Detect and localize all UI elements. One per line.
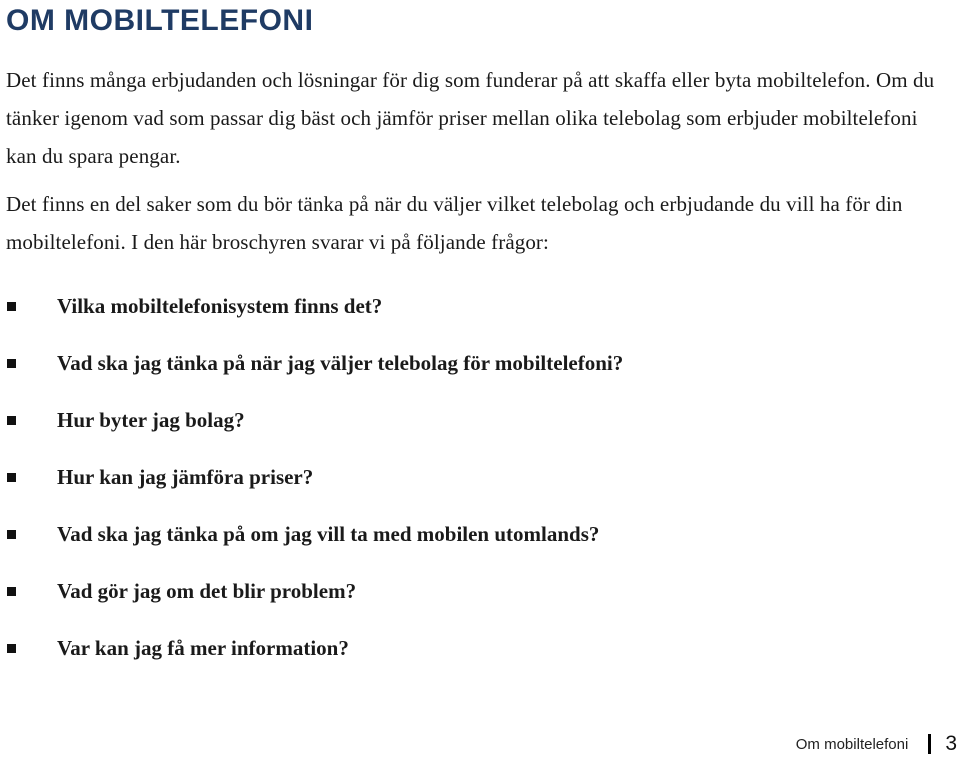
question-text: Hur byter jag bolag?	[57, 408, 245, 432]
square-bullet-icon	[7, 416, 16, 425]
footer-section-label: Om mobiltelefoni	[795, 735, 909, 753]
question-text: Vad ska jag tänka på när jag väljer telebolag för mobiltelefoni?	[57, 351, 624, 375]
document-page	[6, 0, 946, 677]
page-footer	[796, 730, 957, 758]
list-item	[6, 563, 946, 620]
question-text: Hur kan jag jämföra priser?	[57, 465, 314, 489]
question-text: Vilka mobiltelefonisystem finns det?	[57, 294, 383, 318]
list-item	[6, 449, 946, 506]
question-text: Var kan jag få mer information?	[57, 636, 349, 660]
question-list	[6, 278, 946, 677]
square-bullet-icon	[7, 587, 16, 596]
square-bullet-icon	[7, 302, 16, 311]
square-bullet-icon	[7, 473, 16, 482]
square-bullet-icon	[7, 644, 16, 653]
list-item	[6, 335, 946, 392]
list-item	[6, 278, 946, 335]
list-item	[6, 506, 946, 563]
square-bullet-icon	[7, 359, 16, 368]
page-title: OM MOBILTELEFONI	[6, 4, 314, 37]
list-item	[6, 392, 946, 449]
page-number: 3	[945, 732, 957, 755]
question-text: Vad gör jag om det blir problem?	[57, 579, 357, 603]
list-item	[6, 620, 946, 677]
square-bullet-icon	[7, 530, 16, 539]
footer-divider	[928, 734, 931, 754]
intro-paragraph-1: Det finns många erbjudanden och lösningar för dig som funderar på att skaffa eller byta mobiltelefon. Om du tänker igenom vad som passar dig bäst och jämför priser mellan olika telebolag som erbjuder mobiltelefoni kan du spara pengar.	[6, 68, 935, 168]
question-text: Vad ska jag tänka på om jag vill ta med mobilen utomlands?	[57, 522, 600, 546]
intro-paragraph-2: Det finns en del saker som du bör tänka på när du väljer vilket telebolag och erbjudande du vill ha för din mobiltelefoni. I den här broschyren svarar vi på följande frågor:	[6, 192, 903, 254]
